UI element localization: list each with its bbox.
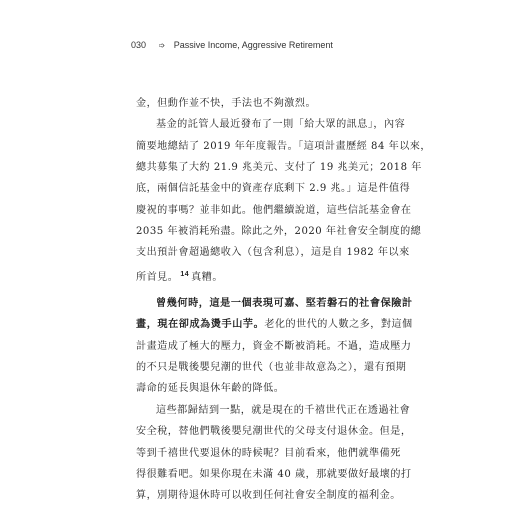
text-span: 所首見。 bbox=[136, 271, 179, 283]
text-line: 算，別期待退休時可以收到任何社會安全制度的福利金。 bbox=[136, 490, 401, 502]
text-line: 壽命的延長與退休年齡的降低。 bbox=[136, 383, 285, 395]
text-line: 安全稅，替他們戰後嬰兒潮世代的父母支付退休金。但是， bbox=[136, 426, 412, 438]
text-line: 2035 年被消耗殆盡。除此之外，2020 年社會安全制度的總 bbox=[136, 226, 422, 238]
emphasis-line: 曾幾何時，這是一個表現可嘉、堅若磐石的社會保險計 bbox=[156, 298, 413, 310]
text-line: 總共募集了大約 21.9 兆美元、支付了 19 兆美元；2018 年 bbox=[136, 162, 422, 174]
emphasis-span: 畫，現在卻成為燙手山芋。 bbox=[136, 319, 265, 331]
text-line: 基金的託管人最近發布了一則「給大眾的訊息」，內容 bbox=[156, 119, 406, 131]
footnote-marker[interactable]: 14 bbox=[180, 270, 190, 278]
text-line: 等到千禧世代要退休的時候呢？目前看來，他們就準備死 bbox=[136, 447, 401, 459]
text-line: 金，但動作並不快，手法也不夠激烈。 bbox=[136, 98, 317, 109]
text-line: 得很難看吧。如果你現在未滿 40 歲，那就要做好最壞的打 bbox=[136, 468, 412, 480]
text-span: 老化的世代的人數之多，對這個 bbox=[264, 319, 413, 331]
text-line: 這些都歸結到一點，就是現在的千禧世代正在透過社會 bbox=[156, 404, 411, 416]
text-line: 慶祝的事嗎？並非如此。他們繼續說道，這些信託基金會在 bbox=[136, 204, 412, 216]
text-span: 真糟。 bbox=[191, 271, 223, 283]
book-title: Passive Income, Aggressive Retirement bbox=[173, 40, 333, 50]
text-line bbox=[136, 264, 380, 285]
text-line: 支出預計會超過總收入（包含利息），這是自 1982 年以來 bbox=[136, 247, 410, 259]
text-line bbox=[136, 314, 413, 335]
text-line: 計畫造成了極大的壓力，資金不斷被消耗。不過，造成壓力 bbox=[136, 340, 412, 352]
text-line: 簡要地總結了 2019 年年度報告。「這項計畫歷經 84 年以來， bbox=[136, 140, 431, 152]
text-line: 底，兩個信託基金中的資產存底剩下 2.9 兆。」這是件值得 bbox=[136, 183, 411, 195]
text-line: 的不只是戰後嬰兒潮的世代（也並非故意為之），還有預期 bbox=[136, 362, 407, 374]
paragraph-gap bbox=[136, 285, 380, 293]
arrow-icon: ➩ bbox=[158, 41, 166, 50]
page-number: 030 bbox=[131, 40, 147, 50]
running-header bbox=[131, 40, 333, 50]
body-text bbox=[136, 93, 431, 507]
